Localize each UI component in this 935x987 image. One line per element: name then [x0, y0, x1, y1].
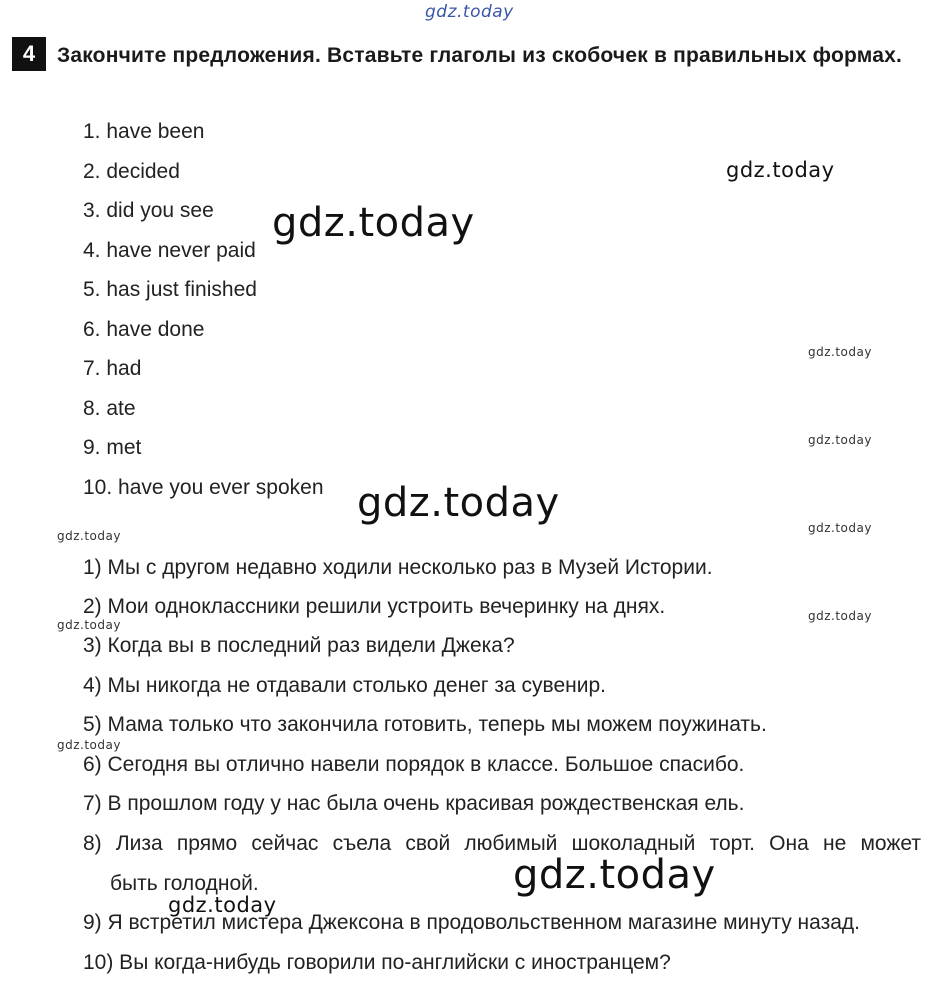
answer-item: 6. have done: [83, 318, 205, 341]
translation-item: 4) Мы никогда не отдавали столько денег за сувенир.: [83, 674, 606, 697]
translation-item: 8) Лиза прямо сейчас съела свой любимый шоколадный торт. Она не может: [83, 832, 921, 855]
translation-item: 6) Сегодня вы отлично навели порядок в классе. Большое спасибо.: [83, 753, 745, 776]
answer-item: 10. have you ever spoken: [83, 476, 324, 499]
translation-item: 7) В прошлом году у нас была очень красивая рождественская ель.: [83, 792, 745, 815]
answer-item: 8. ate: [83, 397, 136, 420]
watermark-text: gdz.today: [513, 852, 716, 898]
translation-item: 5) Мама только что закончила готовить, теперь мы можем поужинать.: [83, 713, 767, 736]
answer-item: 5. has just finished: [83, 278, 257, 301]
watermark-text: gdz.today: [726, 158, 835, 182]
watermark-text: gdz.today: [808, 521, 872, 535]
watermark-top: gdz.today: [425, 2, 514, 22]
watermark-text: gdz.today: [808, 433, 872, 447]
answer-item: 9. met: [83, 436, 142, 459]
watermark-text: gdz.today: [57, 618, 121, 632]
watermark-text: gdz.today: [357, 480, 560, 526]
watermark-text: gdz.today: [808, 345, 872, 359]
watermark-text: gdz.today: [808, 609, 872, 623]
translation-item: 9) Я встретил мистера Джексона в продовольственном магазине минуту назад.: [83, 911, 860, 934]
translation-continuation: быть голодной.: [110, 872, 259, 895]
translation-item: 3) Когда вы в последний раз видели Джека?: [83, 634, 515, 657]
task-instruction: Закончите предложения. Вставьте глаголы из скобочек в правильных формах.: [57, 44, 903, 67]
answer-item: 2. decided: [83, 160, 180, 183]
translation-item: 2) Мои одноклассники решили устроить вечеринку на днях.: [83, 595, 666, 618]
translation-item: 1) Мы с другом недавно ходили несколько раз в Музей Истории.: [83, 556, 713, 579]
watermark-text: gdz.today: [57, 529, 121, 543]
watermark-text: gdz.today: [272, 200, 475, 246]
watermark-text: gdz.today: [57, 738, 121, 752]
task-number-badge: 4: [12, 37, 46, 71]
answer-item: 4. have never paid: [83, 239, 256, 262]
watermark-text: gdz.today: [168, 893, 277, 917]
answer-item: 3. did you see: [83, 199, 214, 222]
translation-item: 10) Вы когда-нибудь говорили по-английски с иностранцем?: [83, 951, 671, 974]
answer-item: 1. have been: [83, 120, 205, 143]
answer-item: 7. had: [83, 357, 142, 380]
